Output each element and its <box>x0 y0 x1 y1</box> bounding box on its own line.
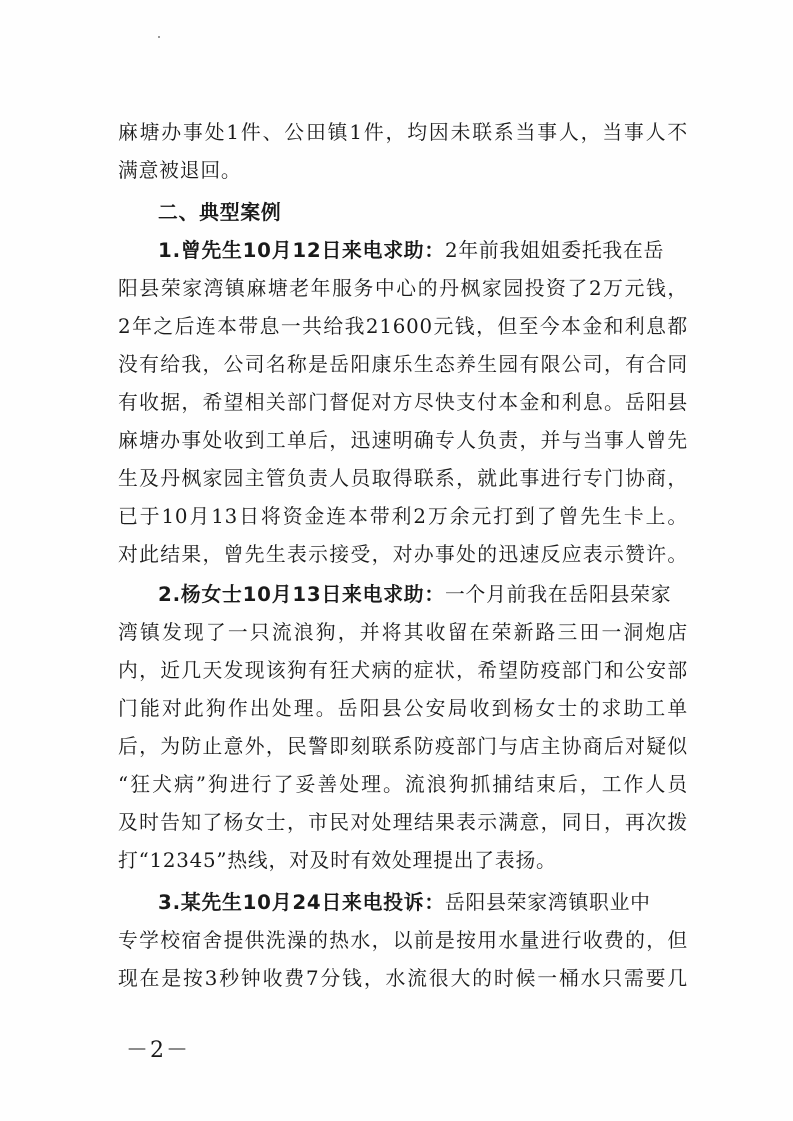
text-line: 现在是按3秒钟收费7分钱，水流很大的时候一桶水只需要几 <box>118 967 688 990</box>
text-line: 已于10月13日将资金连本带利2万余元打到了曾先生卡上。 <box>118 505 688 528</box>
text-line: 及时告知了杨女士，市民对处理结果表示满意，同日，再次拨 <box>118 811 688 834</box>
case-title: 1.曾先生10月12日来电求助： <box>158 239 445 262</box>
text-line: 阳县荣家湾镇麻塘老年服务中心的丹枫家园投资了2万元钱， <box>118 277 688 300</box>
case-2-first-line <box>158 578 671 612</box>
text-line: “狂犬病”狗进行了妥善处理。流浪狗抓捕结束后，工作人员 <box>118 773 688 796</box>
text-line: 生及丹枫家园主管负责人员取得联系，就此事进行专门协商， <box>118 467 688 490</box>
text-span: 岳阳县荣家湾镇职业中 <box>444 891 651 914</box>
text-line: 专学校宿舍提供洗澡的热水，以前是按用水量进行收费的，但 <box>118 929 688 952</box>
text-line: 湾镇发现了一只流浪狗，并将其收留在荣新路三田一洞炮店 <box>118 621 688 644</box>
text-line: 门能对此狗作出处理。岳阳县公安局收到杨女士的求助工单 <box>118 697 688 720</box>
text-span: 一个月前我在岳阳县荣家 <box>444 583 672 606</box>
text-line: 麻塘办事处1件、公田镇1件，均因未联系当事人，当事人不 <box>118 121 688 144</box>
section-heading: 二、典型案例 <box>158 201 282 224</box>
case-1-first-line <box>158 234 664 268</box>
case-3-first-line <box>158 886 651 920</box>
text-line: 有收据，希望相关部门督促对方尽快支付本金和利息。岳阳县 <box>118 391 688 414</box>
case-title: 3.某先生10月24日来电投诉： <box>158 891 445 914</box>
text-line: 没有给我，公司名称是岳阳康乐生态养生园有限公司，有合同 <box>118 353 688 376</box>
text-line: 打“12345”热线，对及时有效处理提出了表扬。 <box>118 849 557 872</box>
text-line: 后，为防止意外，民警即刻联系防疫部门与店主协商后对疑似 <box>118 735 688 758</box>
text-line: 麻塘办事处收到工单后，迅速明确专人负责，并与当事人曾先 <box>118 429 688 452</box>
page-number: －2－ <box>126 1038 190 1063</box>
scan-speck <box>158 36 160 38</box>
text-line: 对此结果，曾先生表示接受，对办事处的迅速反应表示赞许。 <box>118 543 688 566</box>
text-line: 满意被退回。 <box>118 159 242 182</box>
text-line: 2年之后连本带息一共给我21600元钱，但至今本金和利息都 <box>118 315 688 338</box>
text-line: 内，近几天发现该狗有狂犬病的症状，希望防疫部门和公安部 <box>118 659 688 682</box>
case-title: 2.杨女士10月13日来电求助： <box>158 583 445 606</box>
text-span: 2年前我姐姐委托我在岳 <box>444 239 665 262</box>
